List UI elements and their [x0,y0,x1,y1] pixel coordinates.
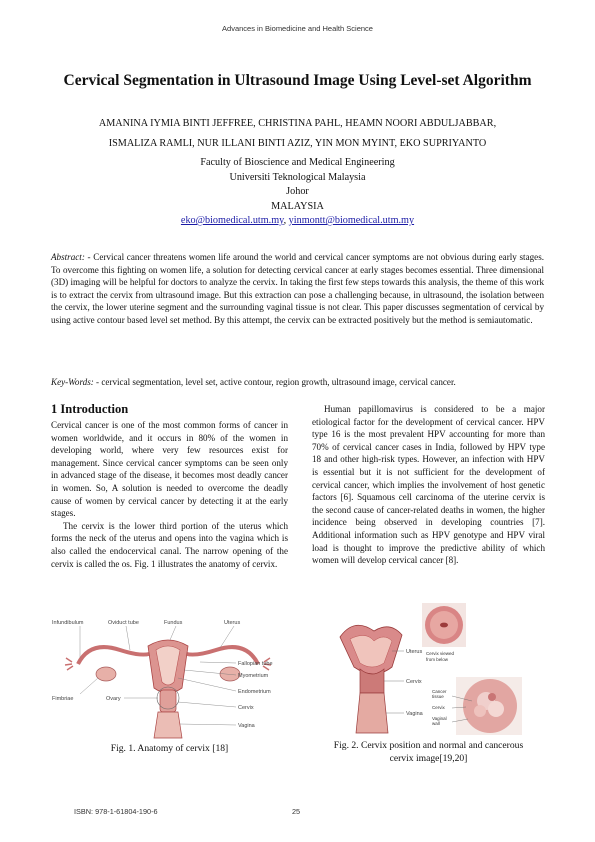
affiliation-state: Johor [286,186,309,197]
cancerous-cervix-photo [456,677,522,735]
journal-header: Advances in Biomedicine and Health Science [222,24,373,33]
authors-line-1: AMANINA IYMIA BINTI JEFFREE, CHRISTINA PAHL, HEAMN NOORI ABDULJABBAR, [98,118,497,129]
label-infundibulum: Infundibulum [52,620,84,626]
label-fimbriae: Fimbriae [52,696,74,702]
fig2-label-cervix: Cervix [406,679,422,685]
label-cervix-small: Cervix [432,705,445,710]
authors-line-2: ISMALIZA RAMLI, NUR ILLANI BINTI AZIZ, YIN MON MYINT, EKO SUPRIYANTO [108,138,487,149]
affiliation-university: Universiti Teknological Malaysia [229,171,366,183]
label-endometrium: Endometrium [238,689,271,695]
figure-1-caption: Fig. 1. Anatomy of cervix [18] [110,743,229,754]
affiliation [40,156,555,229]
label-oviduct: Oviduct tube [108,620,139,626]
fig2-label-vagina: Vagina [406,711,423,717]
figure-2-caption-line-2: cervix image[19,20] [389,753,468,764]
figure-1-anatomy-illustration [50,612,288,740]
label-fundus: Fundus [164,620,183,626]
label-tissue: tissue [432,694,444,699]
section-heading-introduction: 1 Introduction [51,402,129,416]
label-from-below: from below [426,657,449,662]
label-wall: wall [432,721,440,726]
column-left-text [51,419,288,570]
label-uterus: Uterus [224,620,241,626]
label-cervix-viewed: Cervix viewed [426,651,455,656]
label-vagina: Vagina [238,723,255,729]
keywords [51,377,544,387]
label-myometrium: Myometrium [238,673,269,679]
affiliation-country: MALAYSIA [271,200,324,212]
label-cancer: Cancer [432,689,447,694]
affiliation-faculty: Faculty of Bioscience and Medical Engineering [200,157,395,168]
keywords-text: - cervical segmentation, level set, active contour, region growth, ultrasound image, cervical cancer. [93,377,456,387]
abstract-label: Abstract: [51,252,85,262]
label-fallopian: Fallopian tube [238,661,273,667]
abstract-text: - Cervical cancer threatens women life around the world and cervical cancer symptoms are not obvious during early stages. To overcome this fighting on women life, a solution for detecting cervical cancer at early stages becomes essential. Three dimensional (3D) imaging will be helpful for doctors to analyze the cervix. In taking the first few steps towards this analysis, the theme of this work is to extract the cervix from ultrasound image. But this extraction can pose a challenging because, in ultrasound, the isolation between the cervix, the lower uterine segment and the surrounding vaginal tissue is not clear. This paper discusses segmentation of cervical by using active contour based level set method. By this attempt, the cervix can be extracted positively but the method is semiautomatic. [51,252,544,325]
email-separator: , [283,215,289,226]
figure-2-caption [312,739,545,765]
footer-page-number: 25 [292,807,301,816]
email-link-1[interactable]: eko@biomedical.utm.my [180,215,284,226]
intro-paragraph-2: The cervix is the lower third portion of the uterus which forms the neck of the uterus and opens into the vagina which is also called the endocervical canal. The narrow opening of the cervix is called the os. Fig. 1 illustrates the anatomy of cervix. [51,520,288,569]
keywords-label: Key-Words: [51,377,94,387]
figure-2-caption-line-1: Fig. 2. Cervix position and normal and cancerous [333,740,524,751]
email-link-2[interactable]: yinmontt@biomedical.utm.my [288,215,415,226]
affiliation-emails [40,214,555,229]
abstract [51,251,544,327]
normal-cervix-photo [422,603,466,647]
fig2-label-uterus: Uterus [406,649,423,655]
paper-title: Cervical Segmentation in Ultrasound Image Using Level-set Algorithm [63,72,532,89]
figure-2-cervix-images [330,601,530,737]
intro-paragraph-1: Cervical cancer is one of the most common forms of cancer in women worldwide, and it occurs in 80% of the women in developing world, where very few resources exist for management. Since cervical cancer symptoms can be seen only in advanced stage of the disease, it becomes most deadly cancer in women. So, A solution is needed to overcome the deadly cause of women by cervical cancer by detecting it at the early stages. [51,420,288,519]
intro-paragraph-3: Human papillomavirus is considered to be a major etiological factor for the development of cervical cancer. HPV type 16 is the most prevalent HPV accounting for more than 70% of cervical cancer cases in India, followed by HPV type 18 and other high-risk types. However, an infection with HPV is essential but it is not sufficient for the development of cervical cancer, which implies the involvement of host genetic factors [6]. Squamous cell carcinoma of the uterine cervix is the second cause of cancer-related deaths in women, the higher incidence being observed in developing countries [7]. Additional information such as HPV genotype and HPV viral load is thought to improve the predictive ability of which women will develop cervical cancer [8]. [312,404,545,566]
label-ovary: Ovary [106,696,121,702]
cervix-position-drawing [340,625,402,733]
label-cervix: Cervix [238,705,254,711]
footer-isbn: ISBN: 978-1-61804-190-6 [74,807,158,816]
column-right-text [312,403,545,567]
label-vaginal: Vaginal [432,716,447,721]
